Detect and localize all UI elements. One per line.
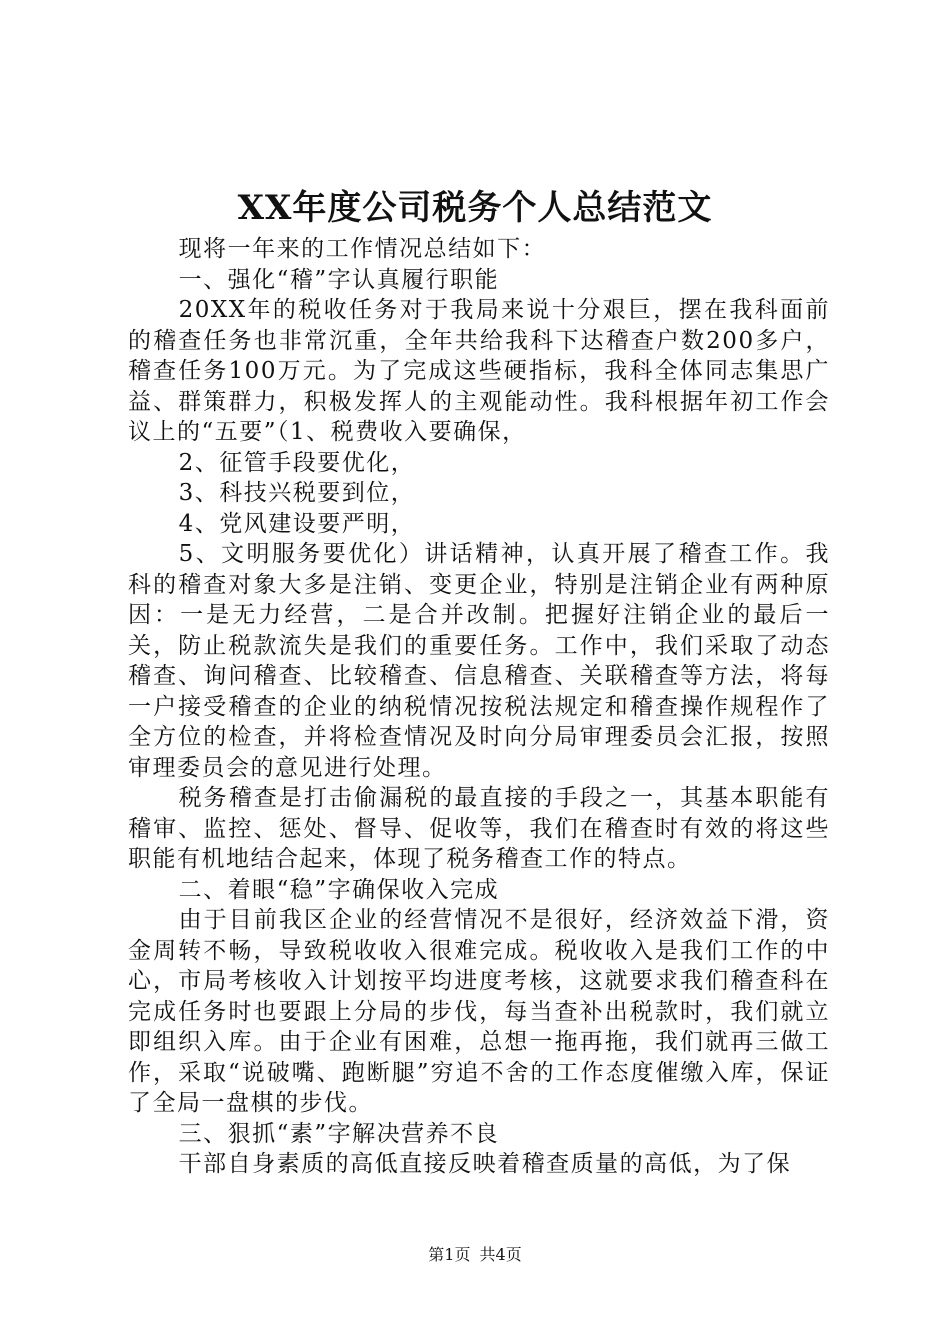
- document-body: [128, 234, 830, 1180]
- paragraph: 由于目前我区企业的经营情况不是很好，经济效益下滑，资金周转不畅，导致税收收入很难完成。税收收入是我们工作的中心，市局考核收入计划按平均进度考核，这就要求我们稽查科在完成任务时也要跟上分局的步伐，每当查补出税款时，我们就立即组织入库。由于企业有困难，总想一拖再拖，我们就再三做工作，采取“说破嘴、跑断腿”穷追不舍的工作态度催缴入库，保证了全局一盘棋的步伐。: [128, 907, 830, 1116]
- page-footer: [0, 1244, 950, 1266]
- list-item: 4、党风建设要严明，: [178, 510, 416, 537]
- paragraph: 20XX年的税收任务对于我局来说十分艰巨，摆在我科面前的稽查任务也非常沉重，全年共给我科下达稽查户数200多户，稽查任务100万元。为了完成这些硬指标，我科全体同志集思广益、群策群力，积极发挥人的主观能动性。我科根据年初工作会议上的“五要”（1、税费收入要确保，: [128, 297, 830, 445]
- paragraph: 5、文明服务要优化）讲话精神，认真开展了稽查工作。我科的稽查对象大多是注销、变更企业，特别是注销企业有两种原因：一是无力经营，二是合并改制。把握好注销企业的最后一关，防止税款流失是我们的重要任务。工作中，我们采取了动态稽查、询问稽查、比较稽查、信息稽查、关联稽查等方法，将每一户接受稽查的企业的纳税情况按税法规定和稽查操作规程作了全方位的检查，并将检查情况及时向分局审理委员会汇报，按照审理委员会的意见进行处理。: [128, 541, 830, 781]
- section-heading-3: 三、狠抓“素”字解决营养不良: [178, 1120, 500, 1147]
- list-item: 3、科技兴税要到位，: [178, 480, 416, 506]
- section-heading-2: 二、着眼“稳”字确保收入完成: [178, 876, 500, 903]
- section-heading-1: 一、强化“稽”字认真履行职能: [178, 266, 500, 293]
- document-title: XX年度公司税务个人总结范文: [237, 188, 713, 228]
- list-item: 2、征管手段要优化，: [178, 449, 416, 476]
- paragraph: 干部自身素质的高低直接反映着稽查质量的高低，为了保: [178, 1151, 792, 1177]
- page-number: 第1页: [428, 1245, 471, 1264]
- page-total: 共4页: [479, 1245, 522, 1264]
- paragraph: 税务稽查是打击偷漏税的最直接的手段之一，其基本职能有稽审、监控、惩处、督导、促收等，我们在稽查时有效的将这些职能有机地结合起来，体现了税务稽查工作的特点。: [128, 785, 830, 872]
- paragraph-intro: 现将一年来的工作情况总结如下：: [178, 236, 547, 262]
